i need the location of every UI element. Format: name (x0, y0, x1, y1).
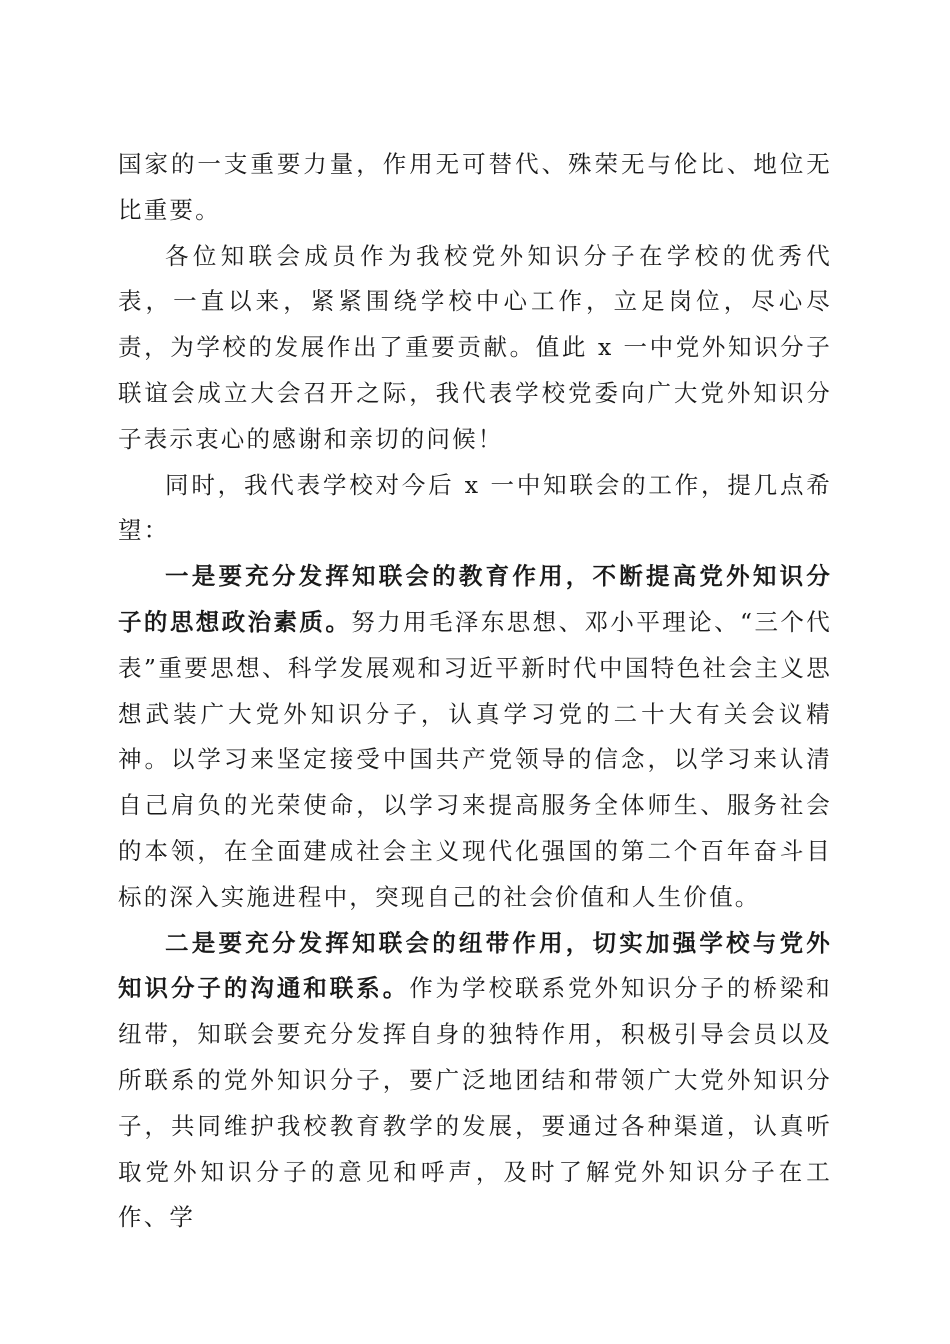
document-body (118, 142, 832, 1241)
paragraph-5 (118, 921, 832, 1242)
paragraph-lead: 二是要充分发挥知联会的纽带作用，切实加强学校与党外知识分子的沟通和联系。 (118, 928, 832, 1003)
paragraph-1 (118, 142, 832, 234)
paragraph-text: 国家的一支重要力量，作用无可替代、殊荣无与伦比、地位无比重要。 (118, 150, 832, 224)
paragraph-text: 作为学校联系党外知识分子的桥梁和纽带，知联会要充分发挥自身的独特作用，积极引导会员以及所联系的党外知识分子，要广泛地团结和带领广大党外知识分子，共同维护我校教育教学的发展，要通过各种渠道，认真听取党外知识分子的意见和呼声，及时了解党外知识分子在工作、学 (118, 974, 832, 1232)
paragraph-lead: 一是要充分发挥知联会的教育作用，不断提高党外知识分子的思想政治素质。 (118, 562, 832, 636)
paragraph-text: 同时，我代表学校对今后 x 一中知联会的工作，提几点希望： (118, 470, 832, 545)
paragraph-2 (118, 234, 832, 463)
paragraph-text: 各位知联会成员作为我校党外知识分子在学校的优秀代表，一直以来，紧紧围绕学校中心工作，立足岗位，尽心尽责，为学校的发展作出了重要贡献。值此 x 一中党外知识分子联谊会成立大会召开之际，我代表学校党委向广大党外知识分子表示衷心的感谢和亲切的问候！ (118, 241, 832, 453)
paragraph-4 (118, 554, 832, 920)
paragraph-text: 努力用毛泽东思想、邓小平理论、“三个代表”重要思想、科学发展观和习近平新时代中国特色社会主义思想武装广大党外知识分子，认真学习党的二十大有关会议精神。以学习来坚定接受中国共产党领导的信念，以学习来认清自己肩负的光荣使命，以学习来提高服务全体师生、服务社会的本领，在全面建成社会主义现代化强国的第二个百年奋斗目标的深入实施进程中，突现自己的社会价值和人生价值。 (118, 607, 832, 911)
paragraph-3 (118, 463, 832, 555)
